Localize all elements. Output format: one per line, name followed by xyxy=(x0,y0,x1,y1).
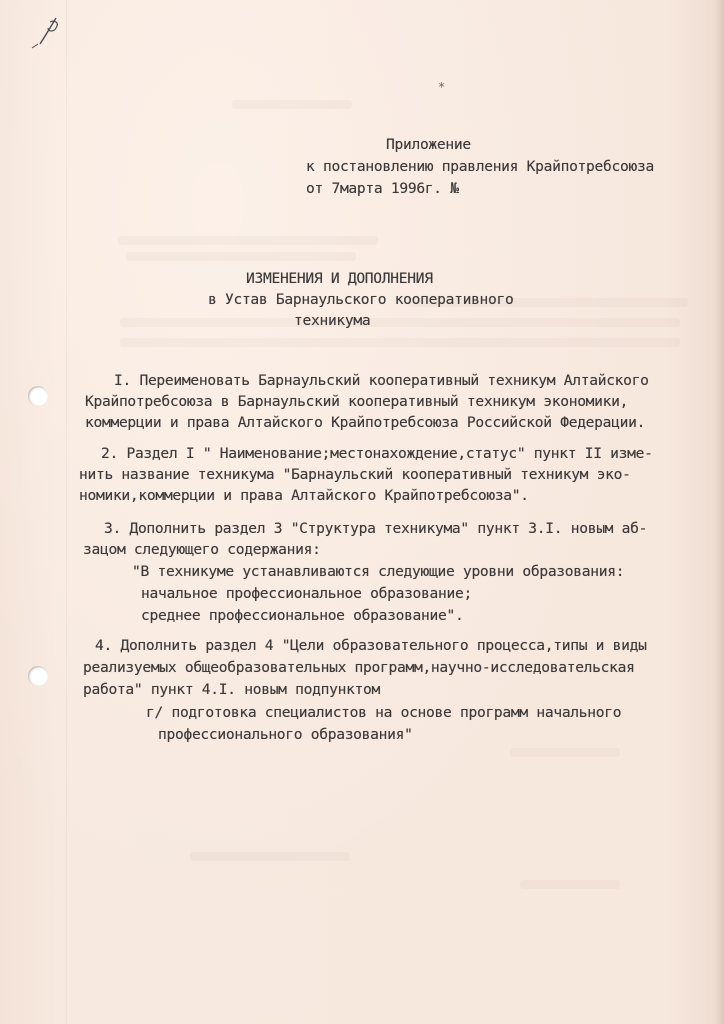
item-2-line: 2. Раздел I " Наименование;местонахождение,статус" пункт II изме- xyxy=(101,445,653,462)
bleed-through-mark xyxy=(120,338,680,347)
attachment-label: Приложение xyxy=(386,136,471,153)
bleed-through-mark xyxy=(510,748,620,757)
paper-fold xyxy=(66,0,67,1024)
bleed-through-mark xyxy=(520,880,620,889)
item-4-subpoint: г/ подготовка специалистов на основе программ начального xyxy=(146,704,622,721)
stray-ink-mark: * xyxy=(438,80,446,94)
item-3-quote: среднее профессиональное образование". xyxy=(141,607,464,624)
item-3-quote: "В техникуме устанавливаются следующие уровни образования: xyxy=(132,563,625,580)
document-title: ИЗМЕНЕНИЯ И ДОПОЛНЕНИЯ xyxy=(246,270,433,287)
attachment-resolution: к постановлению правления Крайпотребсоюза xyxy=(306,158,654,175)
item-4-line: работа" пункт 4.I. новым подпунктом xyxy=(83,681,381,698)
item-1-line: коммерции и права Алтайского Крайпотребсоюза Российской Федерации. xyxy=(85,414,646,431)
attachment-date: от 7марта 1996г. № xyxy=(306,180,459,197)
bleed-through-mark xyxy=(118,236,378,245)
punch-hole-top xyxy=(28,386,48,406)
item-1-line: Крайпотребсоюза в Барнаульский кооперативный техникум экономики, xyxy=(85,393,629,410)
document-subtitle: в Устав Барнаульского кооперативного xyxy=(208,291,514,308)
document-subtitle-cont: техникума xyxy=(294,312,371,329)
paper-edge-shadow xyxy=(714,0,724,1024)
bleed-through-mark xyxy=(190,852,350,861)
item-4-line: реализуемых общеобразовательных программ,научно-исследовательская xyxy=(83,659,635,676)
handwritten-page-mark xyxy=(26,14,66,54)
bleed-through-mark xyxy=(232,100,352,109)
item-4-subpoint: профессионального образования" xyxy=(158,726,413,743)
bleed-through-mark xyxy=(126,252,356,261)
item-3-line: зацом следующего содержания: xyxy=(83,541,321,558)
item-1-line: I. Переименовать Барнаульский кооперативный техникум Алтайского xyxy=(114,372,649,389)
bleed-through-mark xyxy=(120,318,680,327)
item-2-line: нить название техникума "Барнаульский кооперативный техникум эко- xyxy=(79,466,631,483)
punch-hole-bottom xyxy=(28,666,48,686)
item-4-line: 4. Дополнить раздел 4 "Цели образовательного процесса,типы и виды xyxy=(95,637,647,654)
item-3-line: 3. Дополнить раздел 3 "Структура техникума" пункт 3.I. новым аб- xyxy=(104,520,648,537)
item-3-quote: начальное профессиональное образование; xyxy=(141,585,472,602)
item-2-line: номики,коммерции и права Алтайского Крайпотребсоюза". xyxy=(79,487,529,504)
